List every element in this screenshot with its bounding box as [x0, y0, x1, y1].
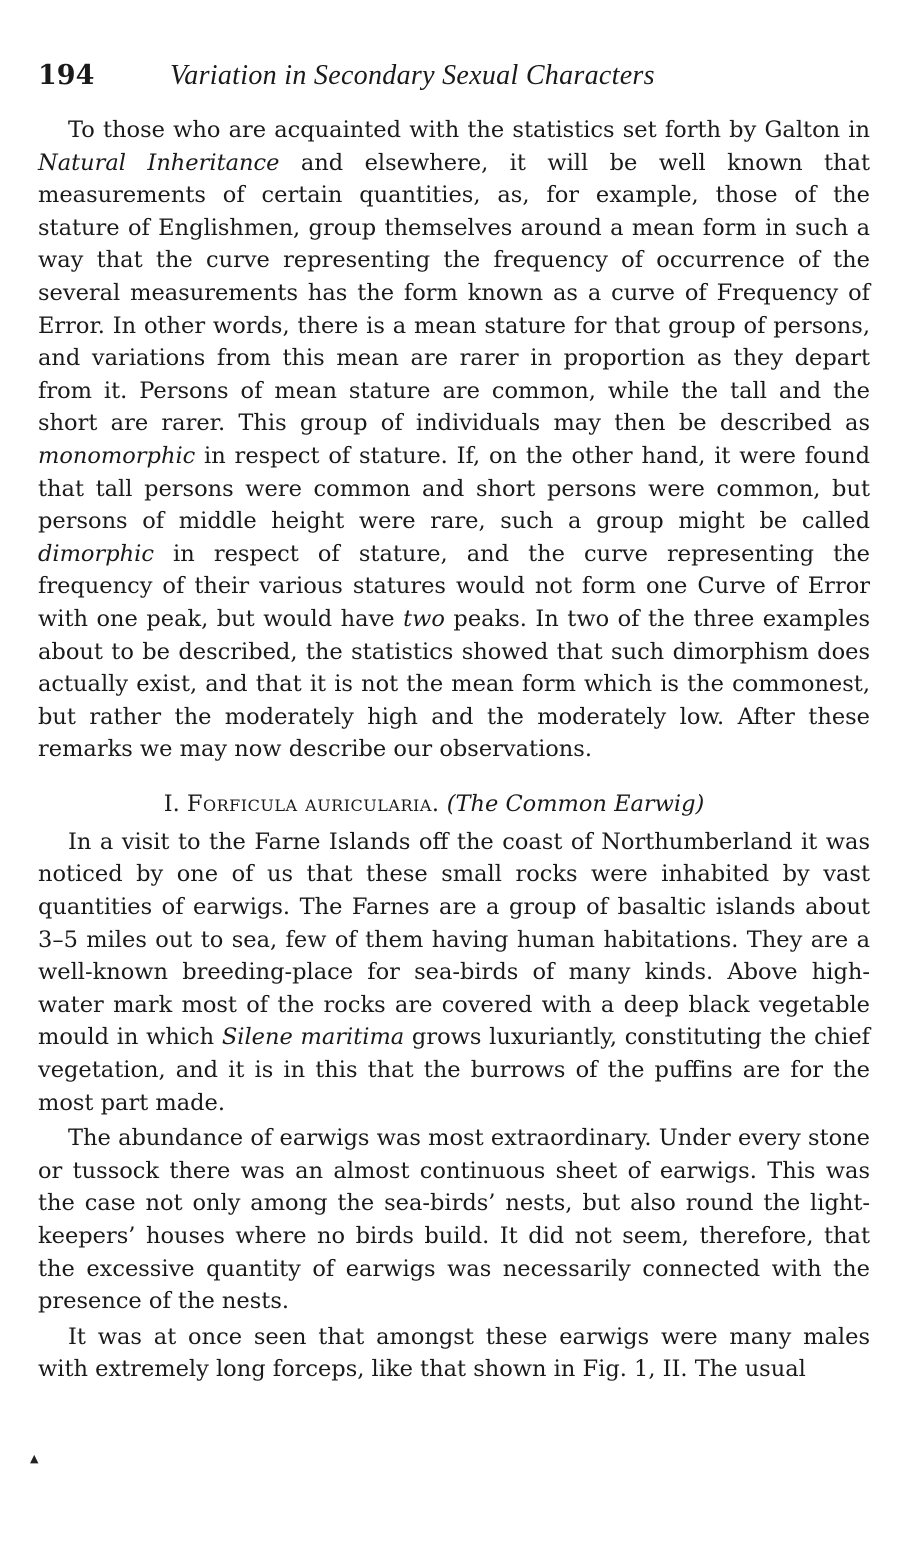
book-title: Natural Inheritance [38, 149, 280, 176]
intro-text-1: To those who are acquainted with the statistics set forth by Galton in [68, 117, 870, 143]
margin-mark: ▲ [30, 1452, 39, 1465]
section-heading [38, 788, 870, 820]
plant-name: Silene maritima [221, 1024, 405, 1051]
section-common-name: (The Common Earwig) [446, 790, 705, 817]
intro-text-2: and elsewhere, it will be well known that measurements of certain quantities, as, for example, those of the stature of Englishmen, group themselves around a mean form in such a way that the curve representing the frequency of occurrence of the several measurements has the form known as a curve of Frequency of Error. In other words, there is a mean stature for that group of persons, and variations from this mean are rarer in proportion as they depart from it. Persons of mean stature are common, while the tall and the short are rarer. This group of individuals may then be described as [38, 149, 870, 437]
visit-paragraph [38, 826, 870, 1119]
visit-text-2: grows luxuriantly, constituting the chief vegetation, and it is in this that the burrows of the puffins are for the most part made. [38, 1024, 870, 1116]
forceps-paragraph: It was at once seen that amongst these earwigs were many males with extremely long forceps, like that shown in Fig. 1, II. The usual [38, 1323, 870, 1383]
visit-text-1: In a visit to the Farne Islands off the coast of Northumberland it was noticed by one of us that these small rocks were inhabited by vast quantities of earwigs. The Farnes are a group of basaltic islands about 3–5 miles out to sea, few of them having human habitations. They are a well-known breeding-place for sea-birds of many kinds. Above high-water mark most of the rocks are covered with a deep black vegetable mould in which [38, 828, 870, 1051]
intro-text-5: peaks. In two of the three examples about to be described, the statistics showed that such dimorphism does actually exist, and that it is not the mean form which is the commonest, but rather the moderately high and the moderately low. After these remarks we may now describe our observations. [38, 605, 870, 763]
running-head [38, 58, 870, 94]
term-monomorphic: monomorphic [38, 442, 196, 469]
intro-text-3: in respect of stature. If, on the other hand, it were found that tall persons were common and short persons were common, but persons of middle height were rare, such a group might be called [38, 442, 870, 535]
section-numeral: I. [163, 790, 187, 817]
term-two: two [403, 605, 445, 632]
intro-paragraph [38, 114, 870, 766]
section-species: Forficula auricularia. [186, 790, 440, 817]
page-number: 194 [38, 60, 95, 91]
page-body [38, 58, 870, 1386]
term-dimorphic: dimorphic [38, 540, 154, 567]
running-title: Variation in Secondary Sexual Characters [170, 60, 655, 91]
abundance-paragraph: The abundance of earwigs was most extraordinary. Under every stone or tussock there was an almost continuous sheet of earwigs. This was the case not only among the sea-birds’ nests, but also round the light-keepers’ houses where no birds build. It did not seem, therefore, that the excessive quantity of earwigs was necessarily connected with the presence of the nests. [38, 1125, 870, 1315]
intro-text-4: in respect of stature, and the curve representing the frequency of their various statures would not form one Curve of Error with one peak, but would have [38, 540, 870, 632]
